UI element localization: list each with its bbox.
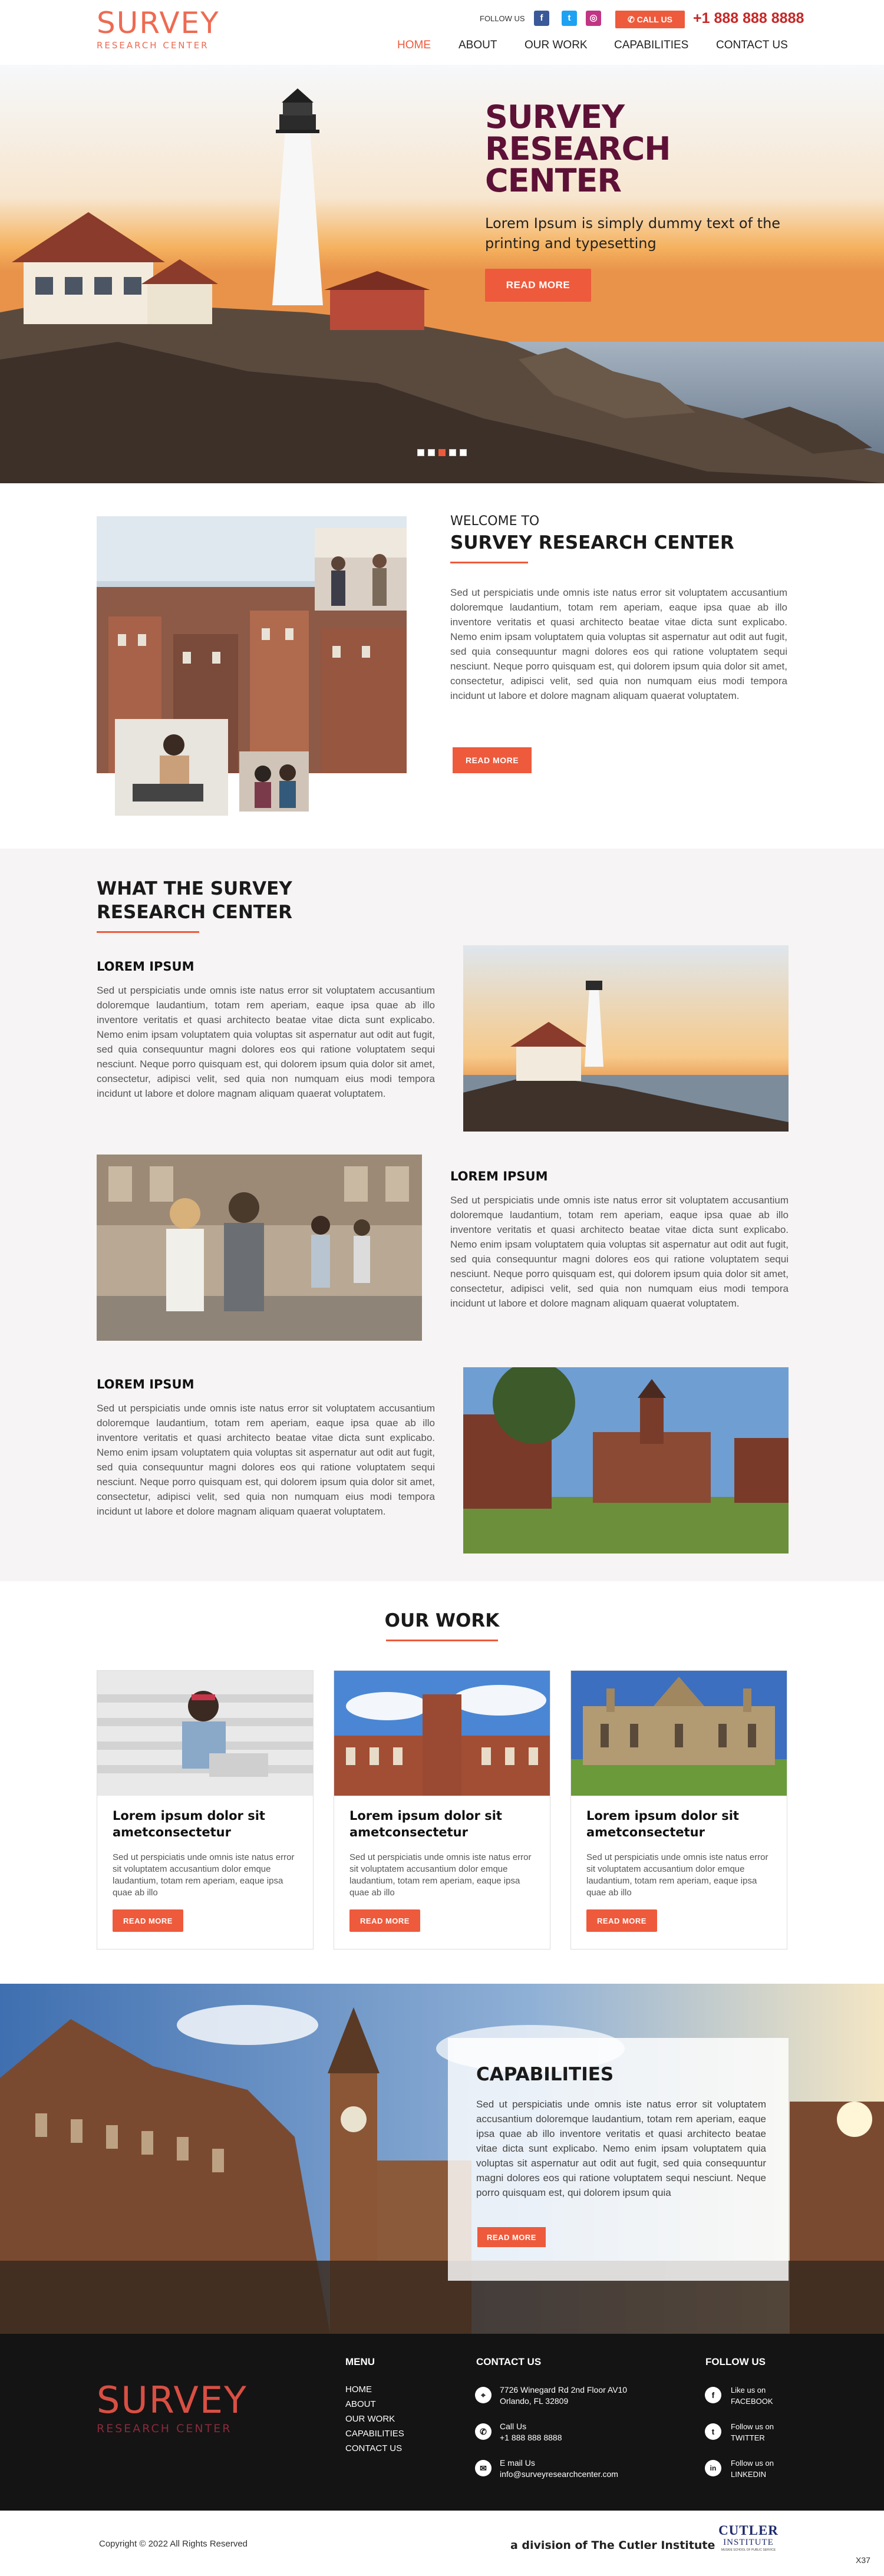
- footer-follow-title: FOLLOW US: [705, 2356, 766, 2367]
- work-card-3-text: Sed ut perspiciatis unde omnis iste natus error sit voluptatem accusantium dolor emque laudantium, totam rem aperiam, eaque ipsa quae ab illo: [586, 1852, 768, 1898]
- slider-dot-5[interactable]: [460, 449, 467, 456]
- phone-icon: ✆: [627, 14, 637, 24]
- footer-facebook-line-2: FACEBOOK: [731, 2397, 773, 2406]
- footer-link-home[interactable]: HOME: [345, 2384, 372, 2394]
- footer-phone[interactable]: [500, 2421, 562, 2443]
- capabilities-box: [448, 2038, 789, 2281]
- twitter-icon[interactable]: t: [562, 11, 577, 26]
- footer-link-contact-us[interactable]: CONTACT US: [345, 2443, 403, 2453]
- nav-about[interactable]: ABOUT: [459, 39, 497, 51]
- work-card-1-text: Sed ut perspiciatis unde omnis iste natus error sit voluptatem accusantium dolor emque laudantium, totam rem aperiam, eaque ipsa quae ab illo: [113, 1852, 295, 1898]
- what-item-1-title: LOREM IPSUM: [97, 959, 194, 974]
- work-card-3[interactable]: [570, 1670, 787, 1950]
- nav-home[interactable]: HOME: [397, 39, 431, 51]
- call-us-button[interactable]: [615, 11, 685, 28]
- footer-facebook-line-1: Like us on: [731, 2386, 766, 2394]
- footer-twitter-line-1: Follow us on: [731, 2422, 774, 2431]
- what-underline: [97, 931, 199, 933]
- footer-facebook-link[interactable]: [731, 2384, 773, 2407]
- work-card-1-image: [97, 1671, 313, 1796]
- call-us-label: CALL US: [636, 14, 673, 24]
- work-card-3-title: Lorem ipsum dolor sit ametconsectetur: [586, 1809, 739, 1839]
- our-work-underline: [386, 1640, 498, 1641]
- bottom-bar: [0, 2511, 884, 2576]
- nav-contact-us[interactable]: CONTACT US: [716, 39, 788, 51]
- footer-linkedin-line-1: Follow us on: [731, 2459, 774, 2468]
- slider-dot-3[interactable]: [438, 449, 446, 456]
- logo-subtitle: RESEARCH CENTER: [97, 40, 209, 51]
- what-title-line-2: RESEARCH CENTER: [97, 902, 292, 923]
- what-item-3-body: Sed ut perspiciatis unde omnis iste natus error sit voluptatem accusantium doloremque laudantium, totam rem aperiam, eaque ipsa quae ab illo inventore veritatis et quasi architecto beatae vitae dicta sunt explicabo. Nemo enim ipsam voluptatem quia voluptas sit aspernatur aut odit aut fugit, sed quia consequuntur magni dolores eos qui ratione voluptatem sequi nesciunt. Neque porro quisquam est, qui dolorem ipsum quia dolor sit amet, consectetur, adipisci velit, sed quia non numquam eius modi tempora incidunt ut labore et dolore magnam aliquam quaerat voluptatem.: [97, 1403, 435, 1517]
- hero-subtitle: Lorem Ipsum is simply dummy text of the printing and typesetting: [485, 215, 781, 252]
- cutler-logo-word: CUTLER: [718, 2523, 779, 2538]
- logo-word: SURVEY: [97, 6, 220, 40]
- welcome-collage-student-laptop-image: [115, 719, 228, 816]
- work-card-1[interactable]: [97, 1670, 314, 1950]
- welcome-body: Sed ut perspiciatis unde omnis iste natus error sit voluptatem accusantium doloremque laudantium, totam rem aperiam, eaque ipsa quae ab illo inventore veritatis et quasi architecto beatae vitae dicta sunt explicabo. Nemo enim ipsam voluptatem quia voluptas sit aspernatur aut odit aut fugit, sed quia consequuntur magni dolores eos qui ratione voluptatem sequi nesciunt. Neque porro quisquam est, qui dolorem ipsum quia dolor sit amet, consectetur, adipisci velit, sed quia non numquam eius modi tempora incidunt ut labore et dolore magnam aliquam quaerat voluptatem.: [450, 587, 787, 701]
- email-icon: ✉: [475, 2460, 492, 2476]
- welcome-underline: [450, 562, 528, 563]
- hero-read-more-button[interactable]: READ MORE: [485, 269, 591, 302]
- what-title-line-1: WHAT THE SURVEY: [97, 878, 292, 899]
- cutler-logo-tag: MUSKIE SCHOOL OF PUBLIC SERVICE: [721, 2548, 776, 2552]
- footer-call-label: Call Us: [500, 2422, 527, 2431]
- copyright-text: Copyright © 2022 All Rights Reserved: [99, 2539, 248, 2549]
- welcome-kicker: WELCOME TO: [450, 514, 540, 529]
- footer-address: [500, 2384, 627, 2407]
- footer-address-line-1: 7726 Winegard Rd 2nd Floor AV10: [500, 2385, 628, 2394]
- work-card-2-read-more-button[interactable]: READ MORE: [349, 1909, 420, 1932]
- slider-dot-1[interactable]: [417, 449, 424, 456]
- our-work-title: OUR WORK: [384, 1610, 500, 1631]
- what-section: [0, 849, 884, 1581]
- footer-twitter-line-2: TWITTER: [731, 2433, 765, 2442]
- footer-email-address: info@surveyresearchcenter.com: [500, 2469, 618, 2479]
- site-header: [0, 0, 884, 65]
- footer-contact-title: CONTACT US: [476, 2356, 542, 2367]
- location-icon: ⌖: [475, 2387, 492, 2403]
- cutler-institute-logo[interactable]: [710, 2524, 787, 2552]
- welcome-collage-students-image: [239, 751, 309, 812]
- footer-twitter-link[interactable]: [731, 2421, 774, 2443]
- welcome-collage-people-image: [315, 528, 407, 611]
- what-item-2-body: Sed ut perspiciatis unde omnis iste natus error sit voluptatem accusantium doloremque laudantium, totam rem aperiam, eaque ipsa quae ab illo inventore veritatis et quasi architecto beatae vitae dicta sunt explicabo. Nemo enim ipsam voluptatem quia voluptas sit aspernatur aut odit aut fugit, sed quia consequuntur magni dolores eos qui ratione voluptatem sequi nesciunt. Neque porro quisquam est, qui dolorem ipsum quia dolor sit amet, consectetur, adipisci velit, sed quia non numquam eius modi tempora incidunt ut labore et dolore magnam aliquam quaerat voluptatem.: [450, 1195, 789, 1309]
- footer-link-about[interactable]: ABOUT: [345, 2399, 376, 2409]
- footer-email-label: E mail Us: [500, 2458, 535, 2468]
- footer-linkedin-link[interactable]: [731, 2458, 774, 2480]
- nav-capabilities[interactable]: CAPABILITIES: [614, 39, 689, 51]
- what-title: [97, 877, 292, 924]
- footer-link-our-work[interactable]: OUR WORK: [345, 2414, 395, 2424]
- hero-title: [485, 98, 839, 199]
- what-item-3-campus-image: [463, 1367, 789, 1553]
- phone-icon: ✆: [475, 2423, 492, 2440]
- work-card-2-image: [334, 1671, 550, 1796]
- capabilities-read-more-button[interactable]: READ MORE: [477, 2227, 546, 2247]
- footer-logo-word: SURVEY: [97, 2379, 248, 2422]
- follow-label: FOLLOW US: [480, 14, 525, 23]
- work-card-3-image: [571, 1671, 787, 1796]
- linkedin-icon[interactable]: in: [705, 2460, 721, 2476]
- site-footer: [0, 2334, 884, 2511]
- work-card-1-title: Lorem ipsum dolor sit ametconsectetur: [113, 1809, 265, 1839]
- facebook-icon[interactable]: f: [705, 2387, 721, 2403]
- footer-logo-subtitle: RESEARCH CENTER: [97, 2422, 232, 2435]
- footer-menu-title: MENU: [345, 2356, 375, 2367]
- work-card-3-read-more-button[interactable]: READ MORE: [586, 1909, 657, 1932]
- instagram-icon[interactable]: ◎: [586, 11, 601, 26]
- cutler-logo-sub: INSTITUTE: [723, 2538, 774, 2547]
- capabilities-body: Sed ut perspiciatis unde omnis iste natus error sit voluptatem accusantium doloremque laudantium, totam rem aperiam, eaque ipsa quae ab illo inventore veritatis et quasi architecto beatae vitae dicta sunt explicabo. Nemo enim ipsam voluptatem quia voluptas sit aspernatur aut odit aut fugit, sed quia consequuntur magni dolores eos qui ratione voluptatem sequi nesciunt. Neque porro quisquam est, qui dolorem ipsum quia: [476, 2099, 766, 2198]
- work-card-2[interactable]: [334, 1670, 550, 1950]
- hero-title-line-1: SURVEY: [485, 98, 625, 136]
- footer-link-capabilities[interactable]: CAPABILITIES: [345, 2429, 404, 2439]
- twitter-icon[interactable]: t: [705, 2423, 721, 2440]
- footer-phone-number: +1 888 888 8888: [500, 2433, 562, 2442]
- what-item-1-body: Sed ut perspiciatis unde omnis iste natus error sit voluptatem accusantium doloremque laudantium, totam rem aperiam, eaque ipsa quae ab illo inventore veritatis et quasi architecto beatae vitae dicta sunt explicabo. Nemo enim ipsam voluptatem quia voluptas sit aspernatur aut odit aut fugit, sed quia consequuntur magni dolores eos qui ratione voluptatem sequi nesciunt. Neque porro quisquam est, qui dolorem ipsum quia dolor sit amet, consectetur, adipisci velit, sed quia non numquam eius modi tempora incidunt ut labore et dolore magnam aliquam quaerat voluptatem.: [97, 985, 435, 1099]
- what-item-3-title: LOREM IPSUM: [97, 1377, 194, 1391]
- corner-mark: X37: [856, 2555, 870, 2565]
- hero-title-line-2: RESEARCH: [485, 130, 671, 167]
- hero-banner: [0, 65, 884, 483]
- footer-address-line-2: Orlando, FL 32809: [500, 2396, 569, 2406]
- capabilities-section: [0, 1984, 884, 2334]
- work-card-2-title: Lorem ipsum dolor sit ametconsectetur: [349, 1809, 502, 1839]
- header-phone[interactable]: +1 888 888 8888: [693, 10, 804, 27]
- footer-email[interactable]: [500, 2458, 618, 2480]
- welcome-read-more-button[interactable]: READ MORE: [453, 747, 532, 773]
- footer-logo[interactable]: [97, 2379, 248, 2435]
- slider-dot-4[interactable]: [449, 449, 456, 456]
- what-item-2-students-image: [97, 1155, 422, 1341]
- what-item-1-lighthouse-image: [463, 945, 789, 1132]
- work-card-2-text: Sed ut perspiciatis unde omnis iste natus error sit voluptatem accusantium dolor emque laudantium, totam rem aperiam, eaque ipsa quae ab illo: [349, 1852, 532, 1898]
- capabilities-title: CAPABILITIES: [476, 2064, 614, 2085]
- logo[interactable]: [97, 8, 220, 51]
- hero-title-line-3: CENTER: [485, 162, 622, 199]
- facebook-icon[interactable]: f: [534, 11, 549, 26]
- work-card-1-read-more-button[interactable]: READ MORE: [113, 1909, 183, 1932]
- division-text: a division of The Cutler Institute: [510, 2539, 715, 2552]
- nav-our-work[interactable]: OUR WORK: [525, 39, 588, 51]
- slider-dot-2[interactable]: [428, 449, 435, 456]
- welcome-title: SURVEY RESEARCH CENTER: [450, 532, 734, 553]
- footer-linkedin-line-2: LINKEDIN: [731, 2470, 766, 2479]
- what-item-2-title: LOREM IPSUM: [450, 1169, 548, 1183]
